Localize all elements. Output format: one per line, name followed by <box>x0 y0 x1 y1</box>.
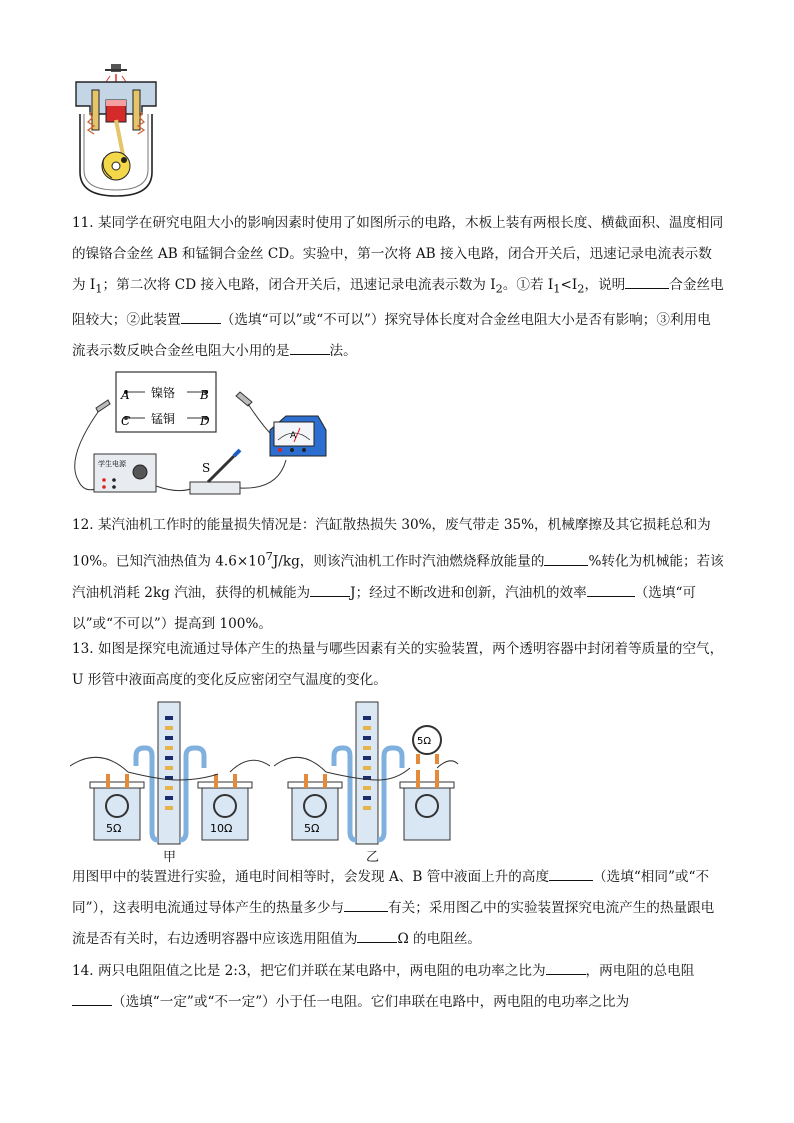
left-clip-icon <box>96 400 110 412</box>
question-14 <box>72 956 724 1018</box>
q11-text-5: ，说明 <box>584 277 626 293</box>
external-resistor-label: 5Ω <box>417 736 432 747</box>
q11-text-1: 11. 某同学在研究电阻大小的影响因素时使用了如图所示的电路，木板上装有两根长度、横截面积、温度相同的镍铬合金丝 AB 和锰铜合金丝 CD。实验中，第一次将 AB 接入电路，闭合开关后，迅速记录电流表示数为 I <box>72 215 724 293</box>
power-supply-label: 学生电源 <box>98 460 126 468</box>
right-clip-icon <box>236 392 252 406</box>
q13-text-1: 13. 如图是探究电流通过导体产生的热量与哪些因素有关的实验装置，两个透明容器中封闭着等质量的空气，U 形管中液面高度的变化反应密闭空气温度的变化。 <box>72 641 724 688</box>
figure-caption-b: 乙 <box>366 850 380 865</box>
answer-blank[interactable] <box>546 958 586 975</box>
resistance-circuit-figure <box>68 368 330 502</box>
q11-text-2: ；第二次将 CD 接入电路，闭合开关后，迅速记录电流表示数为 I <box>102 277 496 293</box>
q11-text-3: 。①若 I <box>502 277 554 293</box>
answer-blank[interactable] <box>625 272 669 289</box>
q11-text-8: 法。 <box>329 342 357 359</box>
answer-blank[interactable] <box>549 864 593 881</box>
q11-sub-1: 1 <box>95 281 103 296</box>
q12-text-3: %转化为机械能；若该汽油机消耗 2kg 汽油，获得的机械能为 <box>72 553 724 601</box>
q12-text-1: 12. 某汽油机工作时的能量损失情况是：汽缸散热损失 30%，废气带走 35%，机械摩擦及其它损耗总和为 10%。已知汽油热值为 4.6×10 <box>72 517 711 570</box>
terminal-c-label: C <box>121 414 131 428</box>
answer-blank[interactable] <box>181 307 221 324</box>
q14-text-3: （选填“一定”或“不一定”）小于任一电阻。它们串联在电路中，两电阻的电功率之比为 <box>112 994 630 1010</box>
answer-blank[interactable] <box>344 895 388 912</box>
terminal-a-label: A <box>121 388 130 402</box>
nichrome-label: 镍铬 <box>151 386 176 400</box>
switch-base <box>190 482 240 494</box>
answer-blank[interactable] <box>357 926 397 943</box>
q11-text-7: （选填“可以”或“不可以”）探究导体长度对合金丝电阻大小是否有影响；③利用电流表示数反映合金丝电阻大小用的是 <box>72 311 711 359</box>
question-13 <box>72 634 724 696</box>
heat-experiment-figure-a <box>70 696 270 846</box>
terminal-d-label: D <box>200 414 210 428</box>
question-13-part-2 <box>72 862 724 955</box>
q11-sub-2: 2 <box>495 281 503 296</box>
q14-text-2: ，两电阻的总电阻 <box>585 963 695 979</box>
ammeter-label: A <box>290 431 297 441</box>
engine-figure <box>70 62 162 200</box>
question-11 <box>72 208 724 367</box>
answer-blank[interactable] <box>544 549 588 566</box>
answer-blank[interactable] <box>72 989 112 1006</box>
resistor-5-ohm-label: 5Ω <box>304 822 320 835</box>
q14-text-1: 14. 两只电阻阻值之比是 2:3，把它们并联在某电路中，两电阻的电功率之比为 <box>72 963 546 979</box>
q12-text-4: J；经过不断改进和创新，汽油机的效率 <box>350 584 587 601</box>
q13-text-5: Ω 的电阻丝。 <box>397 931 482 947</box>
q12-text-2: J/kg，则该汽油机工作时汽油燃烧释放能量的 <box>272 553 545 570</box>
power-knob-icon <box>133 465 147 479</box>
q11-text-4: <I <box>560 277 578 293</box>
q12-text-5: （选填“可以”或“不可以”）提高到 100%。 <box>72 584 697 632</box>
terminal-b-label: B <box>200 388 209 402</box>
answer-blank[interactable] <box>290 338 330 355</box>
q13-text-3: （选填“相同”或“不同”），这表明电流通过导体产生的热量多少与 <box>72 869 710 916</box>
q11-sub-3: 1 <box>553 281 561 296</box>
answer-blank[interactable] <box>587 580 635 597</box>
q11-text-6: 合金丝电阻较大；②此装置 <box>72 277 724 328</box>
question-12 <box>72 510 724 640</box>
answer-blank[interactable] <box>310 580 350 597</box>
q11-sub-4: 2 <box>577 281 585 296</box>
q12-sup: 7 <box>265 549 273 563</box>
q13-text-2: 用图甲中的装置进行实验，通电时间相等时，会发现 A、B 管中液面上升的高度 <box>72 869 550 885</box>
heat-experiment-figure-b <box>270 696 460 846</box>
figure-caption-a: 甲 <box>163 850 177 865</box>
manganin-label: 锰铜 <box>151 412 176 426</box>
resistor-10-ohm-label: 10Ω <box>210 822 233 835</box>
resistor-5-ohm-label: 5Ω <box>106 822 122 835</box>
q13-text-4: 有关；采用图乙中的实验装置探究电流产生的热量跟电流是否有关时，右边透明容器中应该选用阻值为 <box>72 900 715 947</box>
switch-label: S <box>202 461 211 475</box>
